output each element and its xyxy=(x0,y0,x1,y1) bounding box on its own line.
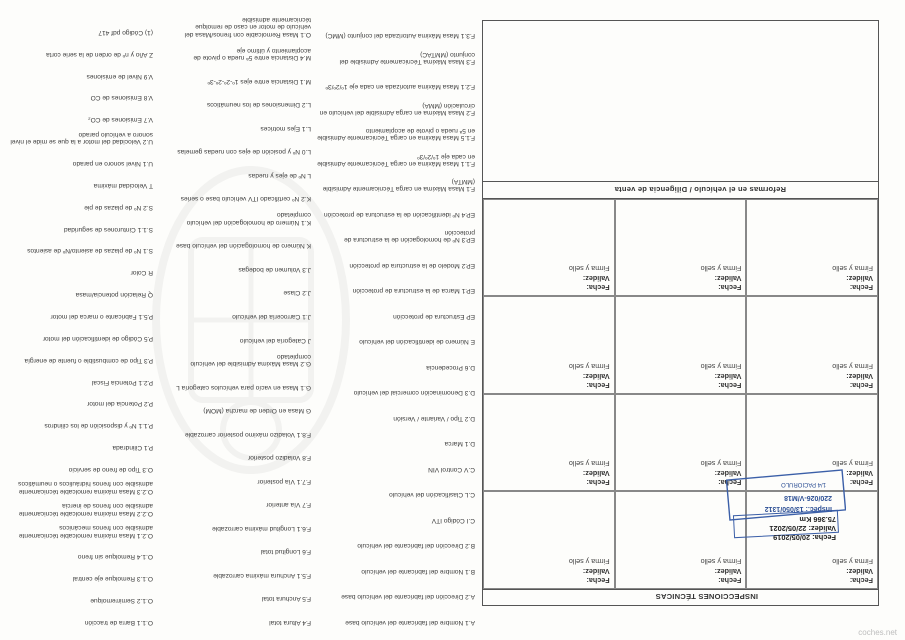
field-label: F.1.1 Masa Máxima en carga Técnicamente Admisible en cada eje 1º/2º/3º xyxy=(317,152,475,167)
signature-label: Firma y sello xyxy=(700,557,742,566)
signature-label: Firma y sello xyxy=(832,264,873,274)
field-label: EP Estructura de protección xyxy=(393,313,475,320)
field-label: P.5.1 Fabricante o marca del motor xyxy=(50,313,153,320)
field-label: A.2 Dirección del fabricante del vehículo base xyxy=(341,593,475,601)
field-label: (1) Código pdf 417 xyxy=(98,28,153,36)
field-label: O.2.3 Masa máxima remolcable técnicamente admisible con frenos hidráulicos o neumáticos xyxy=(18,480,153,495)
field-label: M.1 Distancia entre ejes 1º-2º-2º-3º xyxy=(207,77,311,85)
validity-label: Validez: xyxy=(846,372,873,381)
field-label: Q Relación potencia/masa xyxy=(75,291,153,299)
reformas-area xyxy=(483,101,878,181)
field-label: K Número de homologación del vehículo base xyxy=(176,242,311,250)
field-label: C.V Control VIN xyxy=(428,466,475,473)
date-label: Fecha: xyxy=(718,283,742,293)
date-label: Fecha: xyxy=(718,576,742,585)
date-label: Fecha: xyxy=(718,478,742,488)
signature-label: Firma y sello xyxy=(568,459,610,469)
inspection-stamp xyxy=(726,465,846,545)
field-label: S.2 Nº de plazas de pie xyxy=(84,203,153,211)
signature-label: Firma y sello xyxy=(700,264,742,274)
inspections-title: INSPECCIONES TÉCNICAS xyxy=(655,592,758,601)
validity-label: Validez: xyxy=(714,274,742,284)
inspection-cell xyxy=(615,199,747,297)
site-watermark: coches.net xyxy=(858,628,897,637)
field-label: EP.4 Nº identificación de la estructura de protección xyxy=(323,211,475,218)
signature-label: Firma y sello xyxy=(568,557,610,566)
field-label: G.1 Masa en vacío para vehículos categoría L xyxy=(176,383,311,391)
field-label: J.2 Clase xyxy=(283,289,311,297)
inspection-cell xyxy=(746,199,878,297)
field-label: L Nº de ejes y ruedas xyxy=(248,171,311,179)
field-label: F.6 Longitud total xyxy=(260,548,311,556)
stamp-km: 75.366 Km xyxy=(799,515,836,524)
date-label: Fecha: xyxy=(718,381,742,390)
date-label: Fecha: xyxy=(586,576,610,585)
field-label: C.I Código ITV xyxy=(431,517,475,524)
validity-label: Validez: xyxy=(714,372,742,381)
field-label: L.1 Ejes motrices xyxy=(260,124,311,132)
validity-label: Validez: xyxy=(846,469,873,479)
field-label: K.2 Nº certificado ITV vehículo base o series xyxy=(180,195,311,203)
field-label: D.3 Denominación comercial del vehículo xyxy=(353,389,475,397)
field-label: P.5 Código de identificación del motor xyxy=(42,334,153,342)
field-label: R Color xyxy=(130,269,153,277)
date-label: Fecha: xyxy=(849,576,873,585)
field-label: D.2 Tipo / Variante / Versión xyxy=(393,415,475,422)
field-label: U.1 Nivel sonoro en parado xyxy=(72,160,153,167)
field-label: P.3 Tipo de combustible o fuente de energía xyxy=(24,356,153,364)
field-label: V.9 Nivel de emisiones xyxy=(86,72,153,80)
field-label: O.1.1 Barra de tracción xyxy=(84,619,153,626)
field-label: J.3 Volumen de bodegas xyxy=(238,265,311,273)
field-label: P.1 Cilindrada xyxy=(112,444,153,452)
field-label: F.2 Masa Máxima en carga Admisible del vehículo en circulación (MMA) xyxy=(319,101,475,116)
field-label: P.2.1 Potencia Fiscal xyxy=(91,378,153,386)
field-label: V.7 Emisiones de CO₂ xyxy=(88,116,153,124)
validity-label: Validez: xyxy=(714,469,742,479)
signature-label: Firma y sello xyxy=(832,459,873,469)
inspections-box xyxy=(482,20,879,606)
field-label: F.3.1 Masa Máxima Autorizada del conjunto (MMC) xyxy=(325,32,475,40)
field-label: V.8 Emisiones de CO xyxy=(90,94,153,102)
stamp-date: Fecha: 20/05/2019 xyxy=(773,533,836,542)
field-label: F.4 Altura total xyxy=(269,619,311,626)
field-label: K.1 Número de homologación del vehículo completado xyxy=(186,211,311,226)
signature-label: Firma y sello xyxy=(568,362,610,371)
field-label: T Velocidad máxima xyxy=(93,181,153,189)
field-label: O.1.3 Remolque eje central xyxy=(72,575,153,583)
field-label: F.8 Voladizo posterior xyxy=(247,454,311,462)
field-label: J Categoría del vehículo xyxy=(239,336,311,344)
date-label: Fecha: xyxy=(586,381,610,390)
field-label: G.2 Masa Máxima Admisible del vehículo completado xyxy=(190,352,311,368)
reformas-title: Reformas en el vehículo / Diligencia de venta xyxy=(614,185,786,194)
field-label: S.1.1 Cinturones de seguridad xyxy=(63,225,153,233)
inspection-cell xyxy=(483,199,615,297)
validity-label: Validez: xyxy=(582,567,610,576)
field-label: O.1.2 Semirremolque xyxy=(90,597,153,605)
field-label: F.5.1 Anchura máxima carrozable xyxy=(213,571,311,579)
field-label: A.1 Nombre del fabricante del vehículo base xyxy=(345,619,475,626)
stamp-station: 1/4 PACIORULO xyxy=(781,481,826,487)
field-label: F.5 Anchura total xyxy=(261,595,311,603)
field-label: O.1 Masa Remolcable con frenos/Masa del vehículo de motor en caso de remolque técnicamente admisible xyxy=(184,15,311,38)
inspection-cell xyxy=(615,297,747,395)
field-label: EP.2 Modelo de la estructura de protección xyxy=(349,262,475,269)
validity-label: Validez: xyxy=(846,274,873,284)
field-label: S.1 Nº de plazas de asiento/Nº de asientos xyxy=(27,247,153,255)
field-label: F.2.1 Masa Máxima autorizada en cada eje 1º/2º/3º xyxy=(325,83,475,91)
field-label: F.7 Vía anterior xyxy=(266,501,311,509)
inspection-cell xyxy=(483,297,615,395)
signature-label: Firma y sello xyxy=(700,362,742,371)
field-label: D.1 Marca xyxy=(444,440,475,448)
inspection-cell xyxy=(746,297,878,395)
date-label: Fecha: xyxy=(586,283,610,293)
inspection-cell xyxy=(483,492,615,590)
field-label: F.6.1 Longitud máxima carrozable xyxy=(212,524,311,532)
validity-label: Validez: xyxy=(582,469,610,479)
stamp-validity: Validez: 22/05/2021 xyxy=(769,524,836,533)
signature-label: Firma y sello xyxy=(832,362,873,371)
field-label: J.1 Carrocería del vehículo xyxy=(232,313,311,320)
field-label: U.2 Velocidad del motor a la que se mide el nivel sonoro a vehículo parado xyxy=(10,130,153,146)
stamp-code: 220/026-V/M18 xyxy=(784,494,832,501)
validity-label: Validez: xyxy=(582,372,610,381)
validity-label: Validez: xyxy=(846,567,873,576)
field-label: O.2.2 Masa máxima remolcable técnicamente admisible con frenos de inercia xyxy=(18,502,153,517)
date-label: Fecha: xyxy=(849,381,873,390)
field-label: F.7.1 Vía posterior xyxy=(257,477,311,485)
field-label: D.6 Procedencia xyxy=(426,364,475,371)
stamp-inspection: Inspec.: 13/050/1312 xyxy=(764,505,832,512)
date-label: Fecha: xyxy=(849,283,873,293)
field-label: F.1.5 Masa Máxima en carga Técnicamente Admisible en 5ª rueda o pivote de acoplamiento xyxy=(317,127,475,142)
field-label: F.1 Masa Máxima en carga Técnicamente Admisible (MMTA) xyxy=(322,178,475,193)
validity-label: Validez: xyxy=(714,567,742,576)
field-label: O.2.1 Masa máxima remolcable técnicamente admisible con frenos mecánicos xyxy=(18,524,153,539)
field-label: C.L Clasificación del vehículo xyxy=(389,491,475,499)
field-label: F.8.1 Voladizo máximo posterior carrozable xyxy=(184,430,311,438)
signature-label: Firma y sello xyxy=(568,264,610,274)
field-label: P.2 Potencia del motor xyxy=(87,400,153,408)
field-label: Z Año y nº de orden de la serie corta xyxy=(46,50,153,58)
date-label: Fecha: xyxy=(586,478,610,488)
field-label: O.1.4 Remolque sin freno xyxy=(77,553,153,561)
reformas-area xyxy=(483,21,878,101)
field-label: O.3 Tipo de freno de servicio xyxy=(68,466,153,473)
field-label: EP.1 Marca de la estructura de protección xyxy=(352,287,475,295)
field-label: G Masa en Orden de marcha (MOM) xyxy=(203,407,311,415)
field-label: L.0 Nº y posición de ejes con ruedas gemelas xyxy=(177,148,311,156)
field-label: EP.3 Nº de homologación de la estructura de protección xyxy=(344,229,475,244)
date-label: Fecha: xyxy=(849,478,873,488)
field-label: L.2 Dimensiones de los neumáticos xyxy=(206,101,311,109)
field-label: P.1.1 Nº y disposición de los cilindros xyxy=(44,422,153,430)
field-label: B.1 Nombre del fabricante del vehículo xyxy=(361,568,475,575)
field-label: F.3 Masa Máxima Técnicamente Admisible del conjunto (MMTAC) xyxy=(339,50,475,65)
signature-label: Firma y sello xyxy=(700,459,742,469)
field-label: B.2 Dirección del fabricante del vehículo xyxy=(357,542,475,550)
signature-label: Firma y sello xyxy=(832,557,873,566)
field-label: M.4 Distancia entre 5ª rueda o pivote de acoplamiento y último eje xyxy=(193,46,311,62)
validity-label: Validez: xyxy=(582,274,610,284)
inspection-cell xyxy=(483,394,615,492)
field-label: E Número de identificación del vehículo xyxy=(359,338,475,346)
